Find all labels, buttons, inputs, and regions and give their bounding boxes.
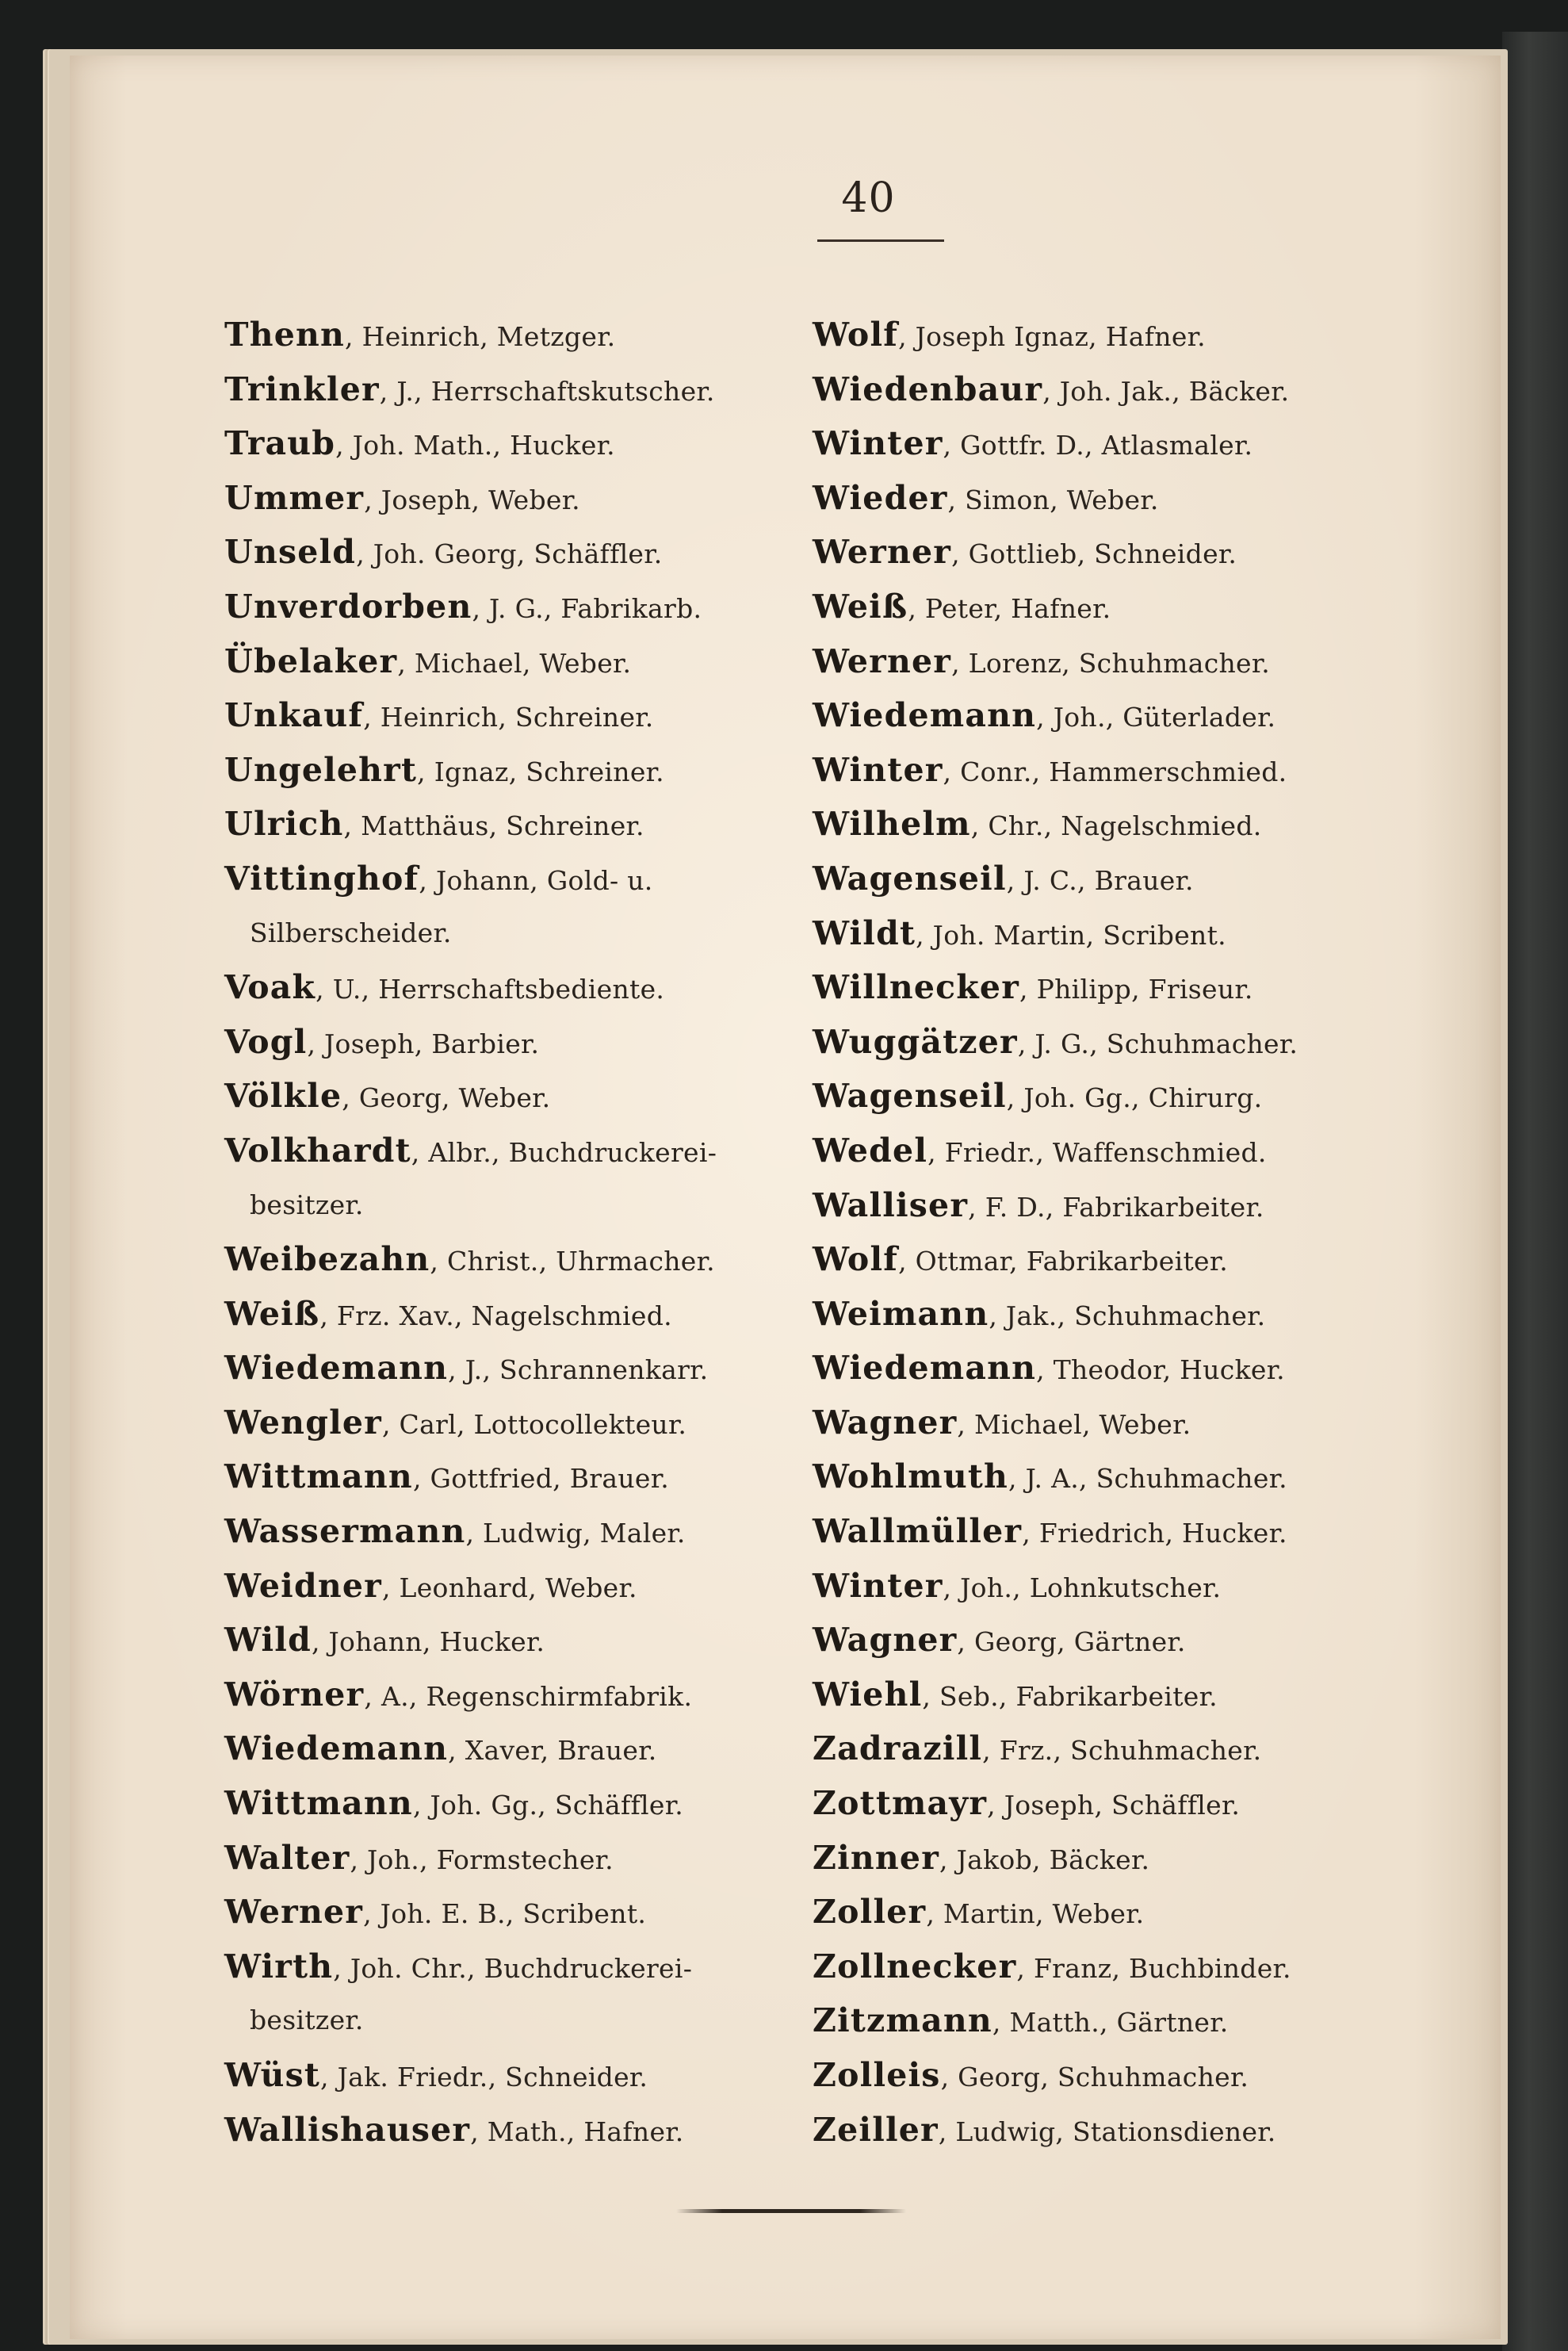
entry-surname: Weibezahn [224, 1240, 430, 1279]
entry-surname: Ulrich [224, 805, 344, 844]
directory-entry [224, 2048, 787, 2103]
entry-details: , Joh. Jak., Bäcker. [1042, 375, 1290, 407]
directory-entry [224, 1559, 787, 1614]
directory-entry [224, 580, 787, 634]
entry-details: , Jak., Schuhmacher. [989, 1300, 1266, 1331]
entry-details: , Ludwig, Stationsdiener. [938, 2116, 1276, 2147]
entry-surname: Thenn [224, 316, 346, 354]
entry-surname: Zinner [813, 1838, 940, 1877]
directory-entry [813, 1831, 1375, 1886]
directory-entry [224, 308, 787, 362]
directory-entry [224, 797, 787, 852]
directory-entry-continuation [224, 1993, 787, 2048]
entry-surname: Walliser [813, 1185, 969, 1224]
entry-surname: Wiedemann [813, 1349, 1037, 1388]
directory-entry [224, 1396, 787, 1450]
entry-surname: Wolf [813, 316, 899, 354]
entry-surname: Zoller [813, 1893, 927, 1932]
entry-details: , J. G., Schuhmacher. [1017, 1028, 1298, 1059]
directory-entry [224, 1504, 787, 1559]
entry-surname: Wallmüller [813, 1512, 1023, 1551]
directory-entry [224, 634, 787, 689]
directory-entry-continuation [224, 1178, 787, 1233]
entry-surname: Weiß [813, 587, 908, 626]
header-rule [817, 239, 944, 242]
directory-entry [813, 1613, 1375, 1668]
entry-surname: Werner [813, 533, 952, 572]
entry-details: , Albr., Buchdruckerei- [411, 1136, 717, 1168]
directory-entry [224, 1721, 787, 1776]
directory-entry [813, 1993, 1375, 2048]
entry-details: , Gottlieb, Schneider. [951, 538, 1237, 570]
directory-entry [813, 1668, 1375, 1722]
entry-details: , Johann, Gold- u. [419, 864, 653, 896]
directory-entry [813, 1015, 1375, 1070]
entry-surname: Zadrazill [813, 1729, 983, 1768]
entry-details: , Matthäus, Schreiner. [343, 810, 644, 842]
entry-surname: Winter [813, 424, 943, 463]
entry-details: , F. D., Fabrikarbeiter. [968, 1191, 1264, 1223]
entry-surname: Winter [813, 1566, 943, 1605]
entry-details: , Georg, Gärtner. [957, 1626, 1186, 1658]
entry-surname: Wüst [224, 2056, 321, 2094]
entry-details: , Joseph Ignaz, Hafner. [898, 321, 1206, 352]
directory-entry [224, 471, 787, 526]
directory-entry-continuation [224, 906, 787, 961]
directory-entry [224, 1232, 787, 1287]
entry-details: , Joh. Math., Hucker. [335, 430, 615, 461]
entry-details: , Xaver, Brauer. [448, 1735, 657, 1767]
entry-details: besitzer. [250, 2004, 364, 2036]
entry-details: , Joh., Lohnkutscher. [943, 1572, 1222, 1603]
directory-entry [813, 1721, 1375, 1776]
book-binding [1502, 32, 1568, 2351]
entry-surname: Wohlmuth [813, 1457, 1008, 1496]
entry-surname: Walter [224, 1838, 350, 1877]
entry-details: , Math., Hafner. [470, 2116, 684, 2147]
entry-details: , J., Herrschaftskutscher. [379, 375, 715, 407]
directory-entry [813, 1178, 1375, 1233]
right-column [813, 308, 1375, 2157]
directory-entry [813, 525, 1375, 580]
entry-surname: Weimann [813, 1294, 989, 1333]
directory-entry [224, 960, 787, 1015]
entry-details: , Joh. Gg., Chirurg. [1006, 1082, 1263, 1114]
entry-surname: Ungelehrt [224, 750, 418, 789]
entry-surname: Wieder [813, 478, 948, 517]
directory-entry [224, 1341, 787, 1396]
entry-surname: Wengler [224, 1403, 382, 1442]
directory-entry [813, 1776, 1375, 1831]
entry-surname: Werner [224, 1893, 364, 1932]
entry-details: , Joseph, Barbier. [307, 1028, 540, 1059]
directory-entry [224, 1287, 787, 1342]
entry-surname: Übelaker [224, 641, 398, 680]
entry-details: , Jak. Friedr., Schneider. [320, 2062, 648, 2093]
directory-entry [224, 1124, 787, 1178]
entry-details: , Georg, Weber. [342, 1082, 551, 1114]
entry-surname: Völkle [224, 1077, 342, 1116]
entry-surname: Willnecker [813, 968, 1020, 1007]
entry-details: , Joh., Güterlader. [1036, 702, 1276, 733]
entry-details: , Martin, Weber. [926, 1898, 1145, 1930]
entry-surname: Wagner [813, 1403, 958, 1442]
page-number-text: 40 [841, 174, 896, 222]
entry-details: , Heinrich, Schreiner. [363, 702, 654, 733]
entry-details: , U., Herrschaftsbediente. [316, 974, 665, 1005]
entry-surname: Weidner [224, 1566, 382, 1605]
entry-surname: Zollnecker [813, 1947, 1017, 1985]
entry-details: besitzer. [250, 1189, 364, 1220]
entry-details: , Chr., Nagelschmied. [970, 810, 1262, 842]
directory-entry [813, 2103, 1375, 2158]
directory-entry [224, 1776, 787, 1831]
entry-surname: Wallishauser [224, 2110, 471, 2149]
entry-details: , Gottfr. D., Atlasmaler. [943, 430, 1253, 461]
footer-rule [676, 2209, 906, 2213]
entry-surname: Wörner [224, 1675, 365, 1713]
entry-details: , Gottfried, Brauer. [412, 1463, 669, 1495]
entry-details: , Lorenz, Schuhmacher. [951, 647, 1271, 679]
entry-details: , Peter, Hafner. [908, 592, 1111, 624]
entry-details: , Ignaz, Schreiner. [417, 756, 664, 787]
entry-details: , Ludwig, Maler. [465, 1518, 686, 1549]
entry-details: , Carl, Lottocollekteur. [381, 1408, 687, 1440]
entry-details: , Leonhard, Weber. [381, 1572, 637, 1603]
directory-entry [813, 852, 1375, 906]
directory-entry [813, 688, 1375, 743]
entry-details: Silberscheider. [250, 917, 452, 948]
directory-entry [224, 852, 787, 906]
entry-details: , Simon, Weber. [947, 484, 1159, 515]
entry-details: , Matth., Gärtner. [992, 2007, 1229, 2039]
directory-entry [224, 1449, 787, 1504]
directory-entry [813, 1287, 1375, 1342]
directory-entry [224, 416, 787, 471]
entry-surname: Wolf [813, 1240, 899, 1279]
entry-surname: Unverdorben [224, 587, 472, 626]
entry-surname: Werner [813, 641, 952, 680]
directory-entry [224, 1015, 787, 1070]
entry-details: , J. C., Brauer. [1006, 864, 1194, 896]
directory-entry [224, 2103, 787, 2158]
directory-entry [224, 525, 787, 580]
entry-surname: Wittmann [224, 1457, 413, 1496]
entry-surname: Zottmayr [813, 1784, 988, 1823]
entry-surname: Wiedemann [224, 1349, 449, 1388]
book-page [70, 56, 1501, 2339]
directory-entry [813, 1069, 1375, 1124]
entry-surname: Zolleis [813, 2056, 941, 2094]
directory-entry [813, 471, 1375, 526]
directory-entry [224, 1069, 787, 1124]
directory-entry [224, 1613, 787, 1668]
entry-surname: Zeiller [813, 2110, 939, 2149]
entry-details: , Joh. Martin, Scribent. [916, 919, 1226, 951]
entry-surname: Trinkler [224, 369, 380, 408]
directory-entry [813, 362, 1375, 417]
entry-surname: Wagner [813, 1621, 958, 1660]
entry-details: , Joh. Gg., Schäffler. [412, 1790, 683, 1821]
directory-entry [224, 1668, 787, 1722]
directory-entry [813, 1885, 1375, 1939]
entry-details: , Friedrich, Hucker. [1022, 1518, 1287, 1549]
page-number [70, 174, 1501, 238]
entry-details: , Ottmar, Fabrikarbeiter. [898, 1246, 1229, 1277]
entry-surname: Wildt [813, 913, 916, 952]
entry-surname: Wittmann [224, 1784, 413, 1823]
directory-entry [224, 1939, 787, 1994]
directory-entry [813, 1559, 1375, 1614]
entry-surname: Wirth [224, 1947, 334, 1985]
entry-details: , Friedr., Waffenschmied. [927, 1136, 1267, 1168]
directory-entry [813, 634, 1375, 689]
directory-entry [813, 1396, 1375, 1450]
directory-entry [813, 906, 1375, 961]
directory-entry [813, 580, 1375, 634]
entry-details: , Michael, Weber. [397, 647, 632, 679]
entry-surname: Wiedenbaur [813, 369, 1043, 408]
entry-details: , Joseph, Schäffler. [987, 1790, 1241, 1821]
entry-details: , Johann, Hucker. [311, 1626, 545, 1658]
entry-details: , Joseph, Weber. [364, 484, 580, 515]
directory-entry [224, 1831, 787, 1886]
entry-surname: Wiedemann [224, 1729, 449, 1768]
directory-entry [813, 1449, 1375, 1504]
entry-details: , Frz. Xav., Nagelschmied. [319, 1300, 672, 1331]
entry-surname: Wiedemann [813, 696, 1037, 735]
entry-details: , J., Schrannenkarr. [448, 1354, 709, 1386]
directory-entry [224, 362, 787, 417]
directory-entry [813, 960, 1375, 1015]
entry-surname: Wilhelm [813, 805, 971, 844]
entry-surname: Zitzmann [813, 2001, 992, 2040]
entry-surname: Weiß [224, 1294, 320, 1333]
directory-entry [813, 1504, 1375, 1559]
entry-surname: Ummer [224, 478, 365, 517]
entry-details: , Philipp, Friseur. [1019, 974, 1253, 1005]
directory-entry [813, 1939, 1375, 1994]
entry-details: , J. A., Schuhmacher. [1008, 1463, 1287, 1495]
entry-surname: Winter [813, 750, 943, 789]
directory-entry [813, 797, 1375, 852]
entry-details: , Theodor, Hucker. [1036, 1354, 1285, 1386]
entry-details: , J. G., Fabrikarb. [472, 592, 702, 624]
entry-details: , Frz., Schuhmacher. [982, 1735, 1262, 1767]
directory-entry [813, 1124, 1375, 1178]
entry-surname: Unseld [224, 533, 357, 572]
entry-details: , Heinrich, Metzger. [345, 321, 616, 352]
entry-details: , A., Regenschirmfabrik. [364, 1680, 693, 1712]
entry-surname: Traub [224, 424, 336, 463]
entry-surname: Wild [224, 1621, 312, 1660]
directory-entry [813, 743, 1375, 798]
directory-entry [813, 2048, 1375, 2103]
entry-surname: Unkauf [224, 696, 364, 735]
entry-surname: Volkhardt [224, 1131, 411, 1170]
entry-surname: Wiehl [813, 1675, 923, 1713]
entry-surname: Vittinghof [224, 859, 419, 898]
directory-entry [224, 688, 787, 743]
entry-surname: Vogl [224, 1022, 308, 1061]
entry-details: , Michael, Weber. [957, 1408, 1191, 1440]
left-column [224, 308, 787, 2157]
directory-entry [813, 1341, 1375, 1396]
entry-details: , Georg, Schuhmacher. [940, 2062, 1249, 2093]
directory-entry [813, 1232, 1375, 1287]
entry-surname: Wagenseil [813, 859, 1007, 898]
entry-surname: Wassermann [224, 1512, 466, 1551]
entry-details: , Joh. Chr., Buchdruckerei- [333, 1952, 693, 1984]
directory-entry [224, 743, 787, 798]
entry-details: , Jakob, Bäcker. [939, 1844, 1150, 1875]
entry-details: , Franz, Buchbinder. [1016, 1952, 1291, 1984]
directory-entry [813, 308, 1375, 362]
entry-surname: Voak [224, 968, 316, 1007]
entry-details: , Conr., Hammerschmied. [943, 756, 1287, 787]
directory-entry [813, 416, 1375, 471]
directory-entry [224, 1885, 787, 1939]
entry-surname: Wedel [813, 1131, 928, 1170]
entry-details: , Joh. E. B., Scribent. [363, 1898, 647, 1930]
entry-details: , Joh. Georg, Schäffler. [356, 538, 663, 570]
entry-details: , Seb., Fabrikarbeiter. [922, 1680, 1218, 1712]
entry-surname: Wuggätzer [813, 1022, 1018, 1061]
entry-surname: Wagenseil [813, 1077, 1007, 1116]
entry-details: , Joh., Formstecher. [350, 1844, 614, 1875]
entry-details: , Christ., Uhrmacher. [430, 1246, 715, 1277]
